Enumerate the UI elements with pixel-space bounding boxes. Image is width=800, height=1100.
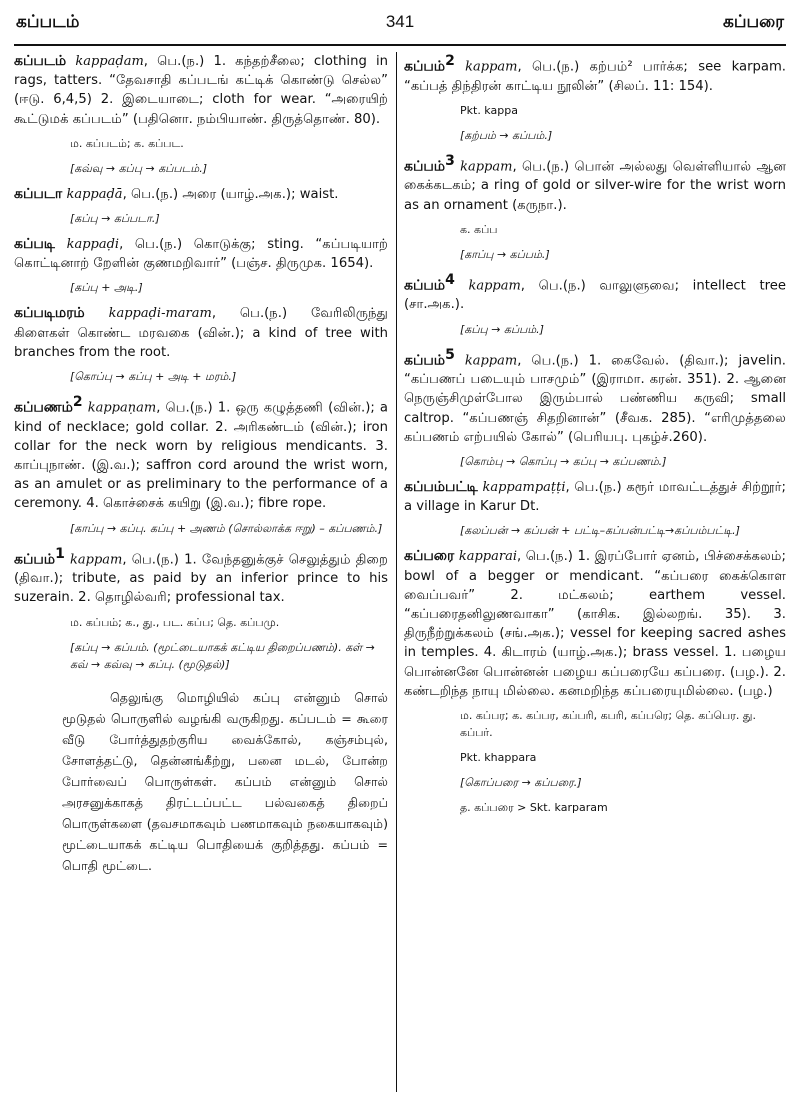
transliteration: kappaḍā <box>66 186 123 202</box>
dictionary-entry <box>14 393 388 514</box>
dictionary-entry <box>14 304 388 362</box>
etymology-line: [கலப்பன் → கப்பன் + பட்டி–கப்பன்பட்டி→கப்பம்பட்டி.] <box>460 524 740 538</box>
cognates-line: ம. கப்பர; க. கப்பர, கப்பரி, கபரி, கப்பரெ; தெ. கப்பெர. து. கப்பர். <box>460 709 756 740</box>
definition-text: , பெ.(ந.) 1. ஒரு கழுத்தணி (வின்.); a kind of necklace; gold collar. 2. அரிகண்டம் (வின்.); iron collar for the neck worn by religious mendicants. 3. காப்புநாண். (இ.வ.); saffron cord around the wrist worn, as an amulet or as preliminary to the performance of a ceremony. 4. கொச்சைக் கயிறு (இ.வ.); fibre rope. <box>14 400 388 512</box>
transliteration: kappam <box>464 352 518 368</box>
headword: கப்பம் <box>14 551 56 568</box>
definition-text: , பெ.(ந.) வேரிலிருந்து கிளைகள் கொண்ட மரவகை (வின்.); a kind of tree with branches from the root. <box>14 306 388 360</box>
etymology-line: [கப்பு → கப்பம்.] <box>460 322 544 336</box>
headword: கப்பம் <box>404 277 446 294</box>
headword: கப்பரை <box>404 548 455 565</box>
cognates-line: ம. கப்பம்; க., து., பட. கப்ப; தெ. கப்பமு. <box>70 615 280 629</box>
cognates-line: Pkt. khappara <box>460 751 537 765</box>
definition-text: , பெ.(ந.) கற்பம்² பார்க்க; see karpam. “கப்பத் திந்திரன் காட்டிய நூலின்” (சிலப். 11: 154). <box>404 59 786 94</box>
header-right-guideword: கப்பரை <box>722 12 784 32</box>
cognates-line: க. கப்ப <box>460 222 498 236</box>
homonym-number: 1 <box>55 545 65 562</box>
dictionary-entry <box>404 271 786 315</box>
dictionary-entry <box>14 235 388 273</box>
dictionary-entry <box>14 545 388 608</box>
transliteration: kappam <box>468 278 521 294</box>
dictionary-entry <box>404 478 786 516</box>
definition-text: , பெ.(ந.) 1. வேந்தனுக்குச் செலுத்தும் திறை (திவா.); tribute, as paid by an inferior prince to his suzerain. 2. தொழில்வரி; professional tax. <box>14 552 388 606</box>
etymology-line: [கொம்பு → கொப்பு → கப்பு → கப்பணம்.] <box>460 455 667 468</box>
definition-text: , பெ.(ந.) 1. கந்தற்சீலை; clothing in rags, tatters. “தேவசாதி கப்படங் கட்டிக் கொண்டு செல்ல” (ஈடு. 6,4,5) 2. இடையாடை; cloth for wear. “அரையிற் கூட்டுமக் கப்படம்” (பதினொ. நம்பியாண். திருத்தொண். 80). <box>14 54 388 127</box>
dictionary-entry <box>404 547 786 701</box>
definition-text: , பெ.(ந.) பொன் அல்லது வெள்ளியால் ஆன கைக்கடகம்; a ring of gold or silver-wire for the wrist worn as an ornament (கருநா.). <box>404 159 786 213</box>
dictionary-entry <box>404 346 786 447</box>
etymology-line: [கற்பம் → கப்பம்.] <box>460 128 553 142</box>
transliteration: kappaḍi-maram <box>108 306 212 322</box>
dictionary-entry <box>14 52 388 129</box>
etymology-line: [காப்பு → கப்பம்.] <box>460 247 550 261</box>
headword: கப்படம் <box>14 53 67 69</box>
transliteration: kappaṇam <box>87 400 157 416</box>
cognates-line: ம. கப்படம்; க. கப்பட. <box>70 136 184 150</box>
cognates-line: த. கப்பரை > Skt. karparam <box>460 801 608 815</box>
header-left-guideword: கப்படம் <box>16 12 80 32</box>
definition-text: , பெ.(ந.) அரை (யாழ்.அக.); waist. <box>122 186 339 202</box>
definition-text: , பெ.(ந.) 1. இரப்போர் ஏனம், பிச்சைக்கலம்; bowl of a begger or mendicant. “கப்பரை கைக்கொள வைப்பவர்” 2. மட்கலம்; earthem vessel. “கப்பரைதனிலுணவாகா” (காசிக. இல்லறங். 35). 3. திருநீற்றுக்கலம் (சங்.அக.); vessel for keeping sacred ashes in temples. 4. கிடாரம் (யாழ்.அக.); brass vessel. 1. பழைய பொன்னனே பொன்னன் பழைய கப்பரையே கப்பரை. (பழ.). 2. கண்டறிந்த நாயு மில்லை. கனமறிந்த கப்பரையுமில்லை. (பழ.) <box>404 549 786 699</box>
etymology-line: [கப்பு → கப்பம். (மூட்டையாகக் கட்டிய திறைப்பணம்). கள் → கவ் → கவ்வு → கப்பு. (மூடுதல்)] <box>70 640 375 671</box>
dictionary-entry <box>14 185 388 204</box>
etymology-line: [கொப்பரை → கப்பரை.] <box>460 776 582 790</box>
left-column <box>14 52 388 1094</box>
headword: கப்பம்பட்டி <box>404 479 478 495</box>
definition-text: , பெ.(ந.) கொடுக்கு; sting. “கப்படியாற் கொட்டினாற் றேளின் குணமறிவார்” (பஞ்ச. திருமுக. 1654). <box>14 237 388 272</box>
definition-text: , பெ.(ந.) கரூர் மாவட்டத்துச் சிற்றூர்; a village in Karur Dt. <box>404 480 786 515</box>
headword: கப்பம் <box>404 351 446 368</box>
etymology-line: [கொப்பு → கப்பு + அடி + மரம்.] <box>70 370 237 384</box>
headword: கப்பம் <box>404 58 446 75</box>
cognates-line: Pkt. kappa <box>460 103 518 117</box>
definition-text: , பெ.(ந.) 1. கைவேல். (திவா.); javelin. “கப்பணப் படையும் பாசமும்” (இராமா. கரன். 351). 2. ஆனை நெருஞ்சிமுள்போல இரும்பால் பண்ணிய கருவி; small caltrop. “கப்பணஞ் சிதறினான்” (சீவக. 285). “எரிமுத்தலை கப்பணம் எற்பயில் கோல்” (பெரியபு. புகழ்ச்.260). <box>404 352 786 445</box>
etymology-line: [கப்பு + அடி.] <box>70 281 143 295</box>
transliteration: kappam <box>465 59 518 75</box>
definition-text: , பெ.(ந.) வாலுளுவை; intellect tree (சா.அக.). <box>404 278 786 313</box>
homonym-number: 4 <box>445 271 455 288</box>
right-column <box>404 52 786 1094</box>
etymology-line: [கப்பு → கப்படா.] <box>70 212 160 226</box>
transliteration: kappam <box>460 159 513 175</box>
explanatory-note: தெலுங்கு மொழியில் கப்பு என்னும் சொல் மூடுதல் பொருளில் வழங்கி வருகிறது. கப்படம் = கூரை வீடு போர்த்துதற்குரிய வைக்கோல், கஞ்சம்புல், சோளத்தட்டு, தென்னங்கீற்று, பனை மடல், போன்ற போர்வைப் பொருள்கள். கப்பம் என்னும் சொல் அரசனுக்காகத் திரட்டப்பட்ட பல்வகைத் திறைப் பொருள்களை (தவசமாகவும் பணமாகவும் நகையாகவும்) மூட்டையாகக் கட்டிய பொதியைக் குறித்தது. கப்பம் = பொதி மூட்டை. <box>62 689 388 873</box>
etymology-line: [காப்பு → கப்பு. கப்பு + அணம் (சொல்லாக்க ஈறு) – கப்பணம்.] <box>70 521 383 535</box>
transliteration: kappampaṭṭi <box>482 480 566 495</box>
transliteration: kappam <box>70 552 123 568</box>
page-number: 341 <box>385 12 415 31</box>
transliteration: kappaḍi <box>66 237 120 253</box>
headword: கப்படா <box>14 185 63 202</box>
headword: கப்படி <box>14 236 55 253</box>
etymology-line: [கவ்வு → கப்பு → கப்படம்.] <box>70 161 208 175</box>
headword: கப்பணம் <box>14 399 73 416</box>
transliteration: kapparai <box>458 549 517 565</box>
homonym-number: 2 <box>72 394 83 411</box>
homonym-number: 5 <box>445 346 455 363</box>
dictionary-entry <box>404 52 786 96</box>
homonym-number: 3 <box>445 152 455 169</box>
dictionary-entry <box>404 152 786 215</box>
page-header <box>14 4 786 46</box>
homonym-number: 2 <box>445 53 455 69</box>
headword: கப்படிமரம் <box>14 305 85 322</box>
transliteration: kappaḍam <box>75 54 144 69</box>
column-divider <box>396 52 397 1092</box>
headword: கப்பம் <box>404 158 446 175</box>
